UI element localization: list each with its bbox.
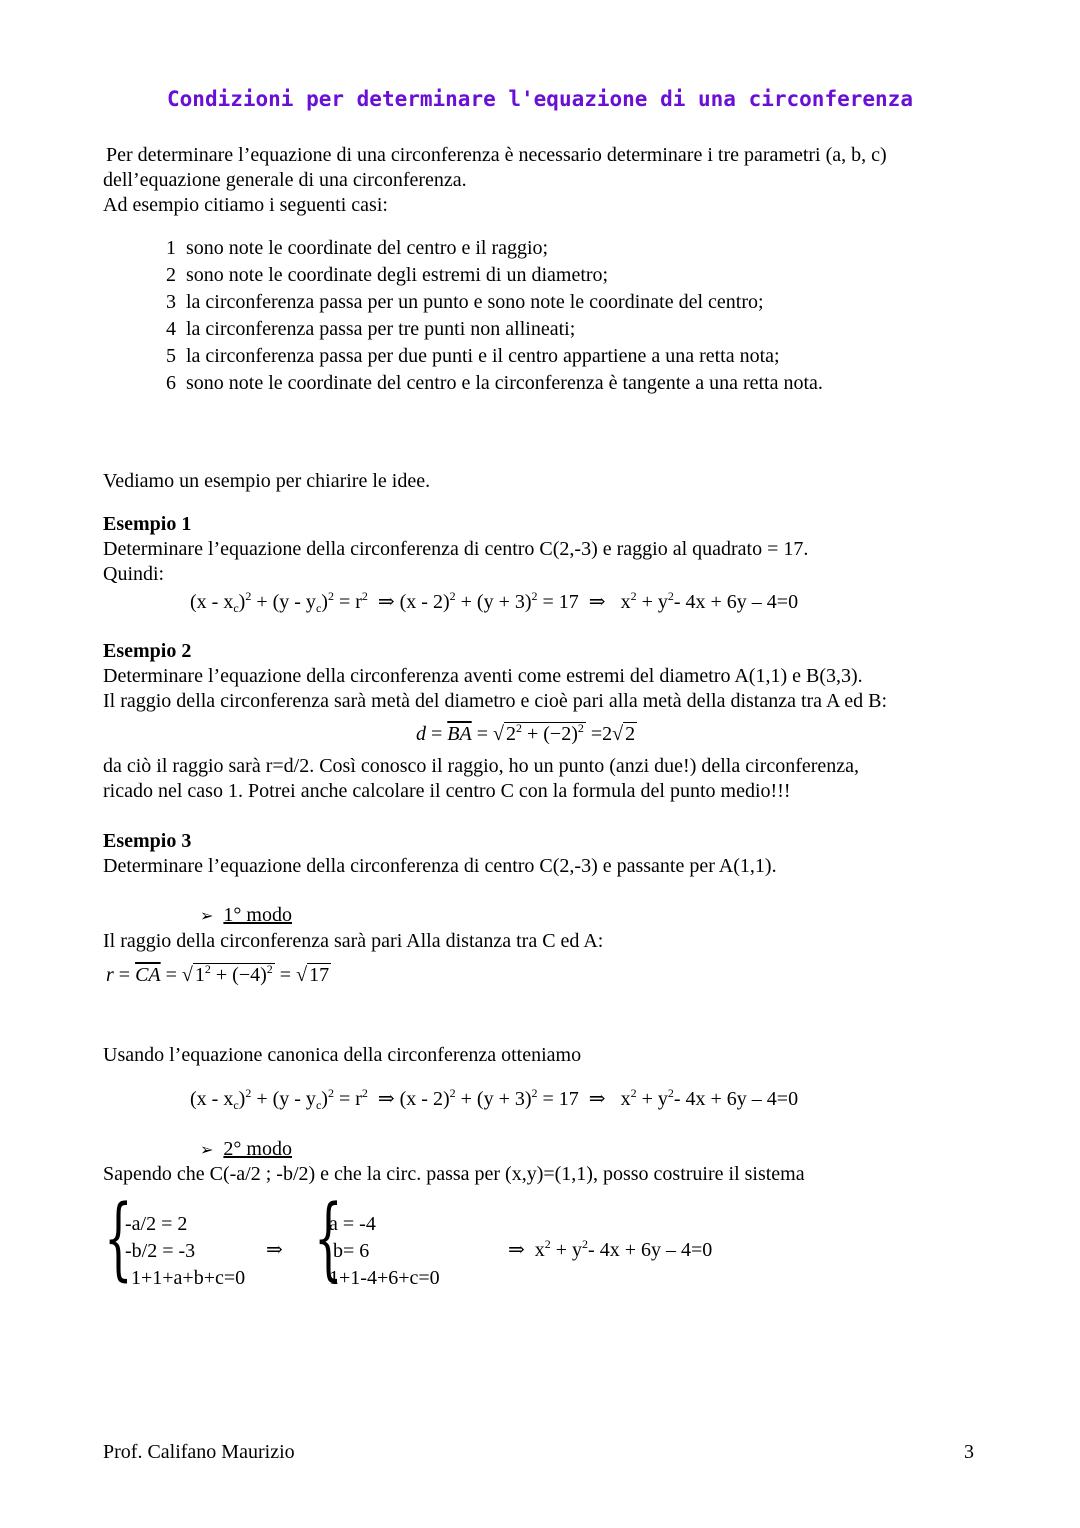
brace-icon: { (104, 1186, 133, 1291)
footer-author: Prof. Califano Maurizio (103, 1441, 295, 1463)
example-2-text-3: da ciò il raggio sarà r=d/2. Così conosco il raggio, ho un punto (anzi due!) della circonferenza, (103, 755, 860, 777)
example-1-text: Determinare l’equazione della circonferenza di centro C(2,-3) e raggio al quadrato = 17. (103, 538, 809, 560)
list-item: 3 la circonferenza passa per un punto e sono note le coordinate del centro; (166, 291, 764, 313)
page-number: 3 (964, 1441, 974, 1463)
example-2-heading: Esempio 2 (103, 640, 192, 662)
example-1-quindi: Quindi: (103, 563, 165, 585)
example-3-text: Determinare l’equazione della circonferenza di centro C(2,-3) e passante per A(1,1). (103, 855, 777, 877)
example-2-text-2: Il raggio della circonferenza sarà metà del diametro e cioè pari alla metà della distanza tra A ed B: (103, 690, 888, 712)
intro-line-2: dell’equazione generale di una circonferenza. (103, 169, 467, 191)
page-title: Condizioni per determinare l'equazione di una circonferenza (167, 87, 913, 111)
equation-3: ⇒ $x^2 + y^2-$ 4x + 6y – 4=0 (508, 1237, 713, 1261)
example-intro: Vediamo un esempio per chiarire le idee. (103, 470, 431, 492)
modo-1: ➢ 1° modo (200, 904, 292, 926)
example-3-heading: Esempio 3 (103, 830, 192, 852)
list-item: 1 sono note le coordinate del centro e il raggio; (166, 237, 549, 259)
system-2: a = -4 b= 6 1+1-4+6+c=0 (329, 1213, 440, 1289)
equation-2: $(x - x_c)^2 + (y - y_c)^2 = r^2$ ⇒ $(x - 2)^2 + (y + 3)^2 = 17$ ⇒ $x^2 + y^2-$ 4x + 6y – 4=0 (190, 1086, 799, 1112)
example-3-text-2: Il raggio della circonferenza sarà pari Alla distanza tra C ed A: (103, 930, 604, 952)
arrow-bullet-icon: ➢ (200, 908, 214, 925)
example-3-text-3: Usando l’equazione canonica della circonferenza otteniamo (103, 1044, 582, 1066)
intro-line-1: Per determinare l’equazione di una circonferenza è necessario determinare i tre parametri (a, b, c) (106, 144, 887, 166)
intro-line-3: Ad esempio citiamo i seguenti casi: (103, 194, 388, 216)
equation-1: $(x - x_c)^2 + (y - y_c)^2 = r^2$ ⇒ $(x - 2)^2 + (y + 3)^2 = 17$ ⇒ $x^2 + y^2-$ 4x + 6y – 4=0 (190, 589, 799, 615)
example-2-text-4: ricado nel caso 1. Potrei anche calcolare il centro C con la formula del punto medio!!! (103, 780, 791, 802)
system-1: -a/2 = 2 -b/2 = -3 1+1+a+b+c=0 (125, 1213, 246, 1289)
example-1-heading: Esempio 1 (103, 513, 192, 535)
implies-icon: ⇒ (266, 1239, 283, 1261)
brace-icon: { (314, 1186, 343, 1291)
list-item: 6 sono note le coordinate del centro e la circonferenza è tangente a una retta nota. (166, 372, 823, 394)
distance-formula: $d = \overline{BA}$ = √ $2^2 + (-2)^2 =2√$ 2 (416, 721, 636, 745)
example-2-text: Determinare l’equazione della circonferenza aventi come estremi del diametro A(1,1) e B(3,3). (103, 665, 863, 687)
list-item: 5 la circonferenza passa per due punti e il centro appartiene a una retta nota; (166, 345, 780, 367)
radius-formula: $r = \overline{CA}$ = √ $1^2 + (-4)^2$ = √ 17 (106, 962, 330, 986)
list-item: 2 sono note le coordinate degli estremi di un diametro; (166, 264, 609, 286)
cases-list (150, 236, 823, 398)
arrow-bullet-icon: ➢ (200, 1142, 214, 1159)
example-3-text-4: Sapendo che C(-a/2 ; -b/2) e che la circ. passa per (x,y)=(1,1), posso costruire il sistema (103, 1163, 805, 1185)
list-item: 4 la circonferenza passa per tre punti non allineati; (166, 318, 576, 340)
modo-2: ➢ 2° modo (200, 1138, 292, 1160)
